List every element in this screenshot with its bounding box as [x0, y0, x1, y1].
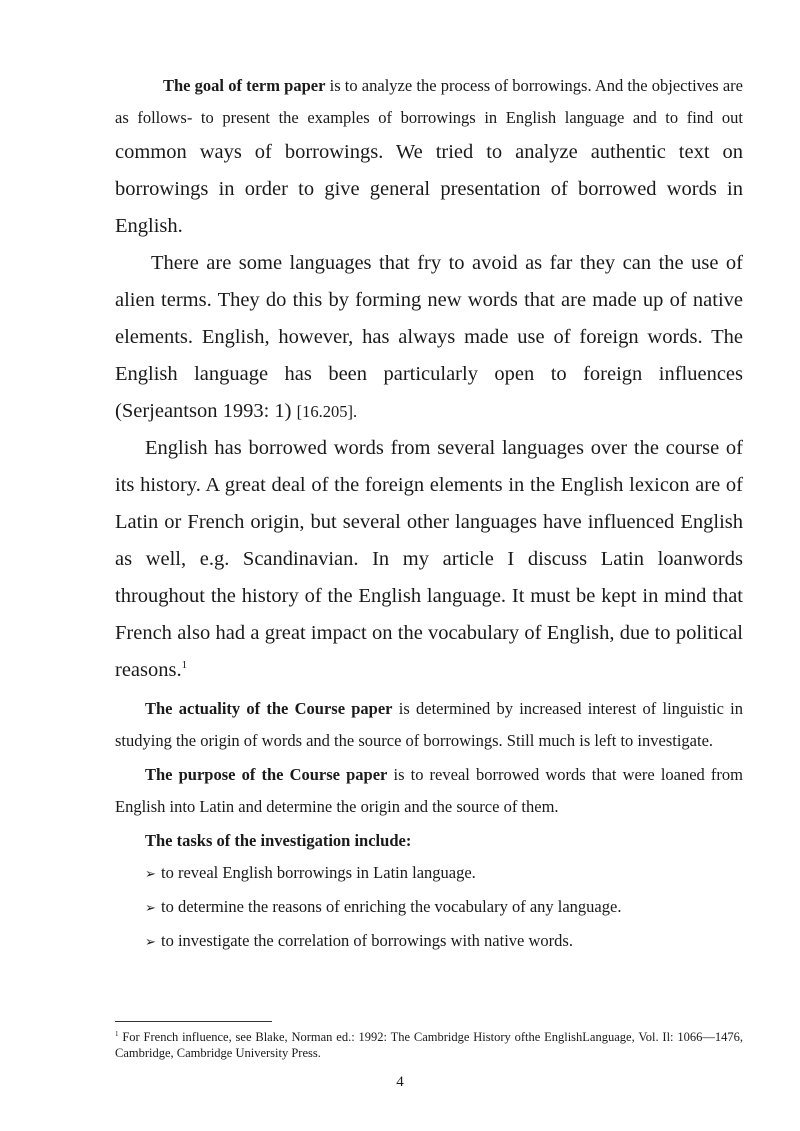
arrow-bullet-icon: ➢ [145, 901, 156, 916]
footnote-separator [115, 1021, 272, 1022]
task-text: to determine the reasons of enriching the vocabulary of any language. [161, 897, 622, 916]
alien-terms-text: There are some languages that fry to avoid as far they can the use of alien terms. They do this by forming new words that are made up of native elements. English, however, has always made use of foreign words. The English language has been particularly open to foreign influences (Serjeantson 1993: 1) [115, 252, 743, 422]
task-text: to investigate the correlation of borrowings with native words. [161, 931, 573, 950]
citation-ref: [16.205]. [296, 402, 358, 421]
task-item [115, 891, 743, 925]
purpose-text: is to reveal borrowed words that were loaned from English into Latin and determine the origin and the source of them. [115, 765, 743, 816]
goal-heading: The goal of term paper [163, 76, 326, 95]
purpose-heading: The purpose of the Course paper [145, 765, 388, 784]
arrow-bullet-icon: ➢ [145, 935, 156, 950]
history-paragraph [115, 430, 743, 689]
footnote-mark: 1 [115, 1030, 119, 1038]
task-item [115, 925, 743, 959]
footnote-reference[interactable]: 1 [181, 659, 188, 672]
footnote-text: For French influence, see Blake, Norman ed.: 1992: The Cambridge History ofthe EnglishLanguage, Vol. Il: 1066—1476, Cambridge, Cambridge University Press. [115, 1030, 743, 1061]
alien-terms-paragraph [115, 245, 743, 430]
goal-text-large: common ways of borrowings. We tried to analyze authentic text on borrowings in order to give general presentation of borrowed words in English. [115, 141, 743, 237]
actuality-heading: The actuality of the Course paper [145, 699, 393, 718]
actuality-text: is determined by increased interest of linguistic in studying the origin of words and the source of borrowings. Still much is left to investigate. [115, 699, 743, 750]
history-text: English has borrowed words from several languages over the course of its history. A great deal of the foreign elements in the English lexicon are of Latin or French origin, but several other languages have influenced English as well, e.g. Scandinavian. In my article I discuss Latin loanwords throughout the history of the English language. It must be kept in mind that French also had a great impact on the vocabulary of English, due to political reasons. [115, 437, 743, 681]
page-body [115, 70, 743, 959]
page-number: 4 [396, 1074, 404, 1090]
arrow-bullet-icon: ➢ [145, 867, 156, 882]
actuality-paragraph [115, 693, 743, 757]
footnote [115, 1026, 743, 1061]
task-text: to reveal English borrowings in Latin language. [161, 863, 476, 882]
tasks-heading: The tasks of the investigation include: [145, 831, 412, 850]
task-item [115, 857, 743, 891]
purpose-paragraph [115, 759, 743, 823]
goal-text-small: is to analyze the process of borrowings. And the objectives are as follows- to present the examples of borrowings in English language and to find out [115, 76, 743, 127]
goal-paragraph [115, 70, 743, 245]
